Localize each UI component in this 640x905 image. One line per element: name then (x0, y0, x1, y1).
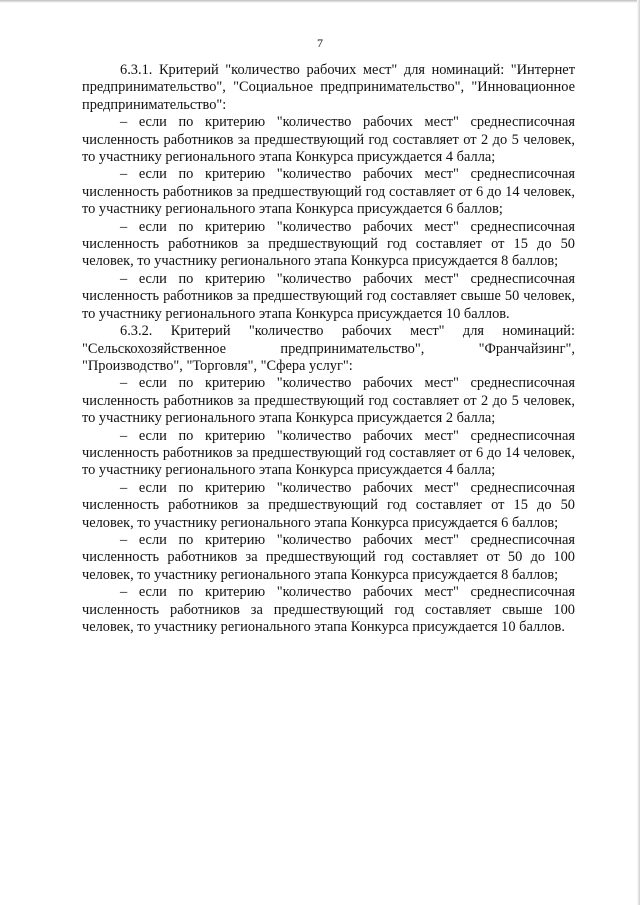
clause-6-3-2-heading: 6.3.2. Критерий "количество рабочих мест" для номинаций: "Сельскохозяйственное предпринимательство", "Франчайзинг", "Производство", "Торговля", "Сфера услуг": (82, 323, 575, 374)
clause-item: – если по критерию "количество рабочих мест" среднесписочная численность работников за предшествующий год составляет от 2 до 5 человек, то участнику регионального этапа Конкурса присуждается 4 балла; (82, 114, 575, 166)
clause-item: – если по критерию "количество рабочих мест" среднесписочная численность работников за предшествующий год составляет свыше 100 человек, то участнику регионального этапа Конкурса присуждается 10 баллов. (82, 584, 575, 635)
scan-edge-top (0, 0, 640, 3)
clause-item: – если по критерию "количество рабочих мест" среднесписочная численность работников за предшествующий год составляет свыше 50 человек, то участнику регионального этапа Конкурса присуждается 10 баллов. (82, 270, 575, 322)
clause-item: – если по критерию "количество рабочих мест" среднесписочная численность работников за предшествующий год составляет от 15 до 50 человек, то участнику регионального этапа Конкурса присуждается 6 баллов; (82, 479, 575, 531)
clause-item: – если по критерию "количество рабочих мест" среднесписочная численность работников за предшествующий год составляет от 2 до 5 человек, то участнику регионального этапа Конкурса присуждается 2 балла; (82, 375, 575, 427)
document-body (82, 62, 575, 636)
clause-item: – если по критерию "количество рабочих мест" среднесписочная численность работников за предшествующий год составляет от 6 до 14 человек, то участнику регионального этапа Конкурса присуждается 6 баллов; (82, 166, 575, 218)
clause-item: – если по критерию "количество рабочих мест" среднесписочная численность работников за предшествующий год составляет от 15 до 50 человек, то участнику регионального этапа Конкурса присуждается 8 баллов; (82, 218, 575, 270)
page-number: 7 (317, 36, 323, 50)
clause-6-3-1-heading: 6.3.1. Критерий "количество рабочих мест" для номинаций: "Интернет предпринимательство", "Социальное предпринимательство", "Инновационное предпринимательство": (82, 62, 575, 113)
clause-item: – если по критерию "количество рабочих мест" среднесписочная численность работников за предшествующий год составляет от 6 до 14 человек, то участнику регионального этапа Конкурса присуждается 4 балла; (82, 427, 575, 479)
clause-item: – если по критерию "количество рабочих мест" среднесписочная численность работников за предшествующий год составляет от 50 до 100 человек, то участнику регионального этапа Конкурса присуждается 8 баллов; (82, 531, 575, 583)
